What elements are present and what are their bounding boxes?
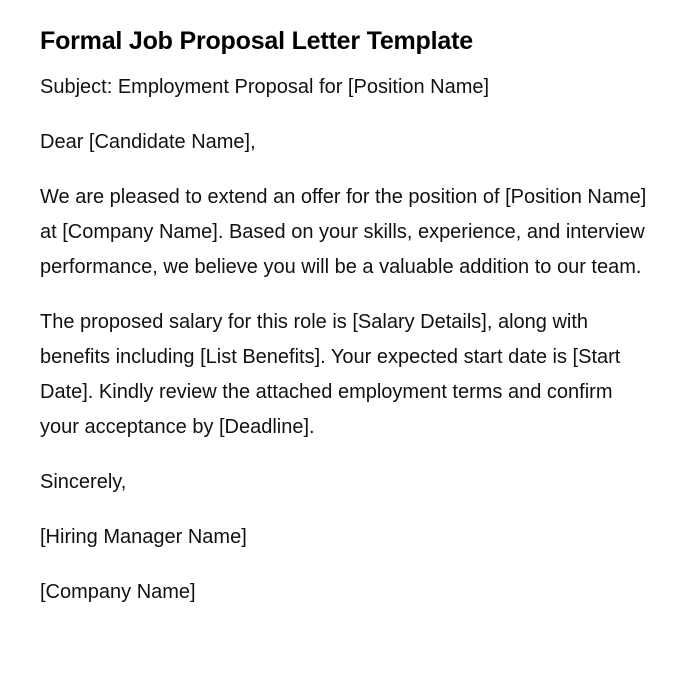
signer-name: [Hiring Manager Name] [40, 526, 247, 548]
document-title: Formal Job Proposal Letter Template [40, 27, 473, 55]
body-paragraph-offer: We are pleased to extend an offer for the position of [Position Name] at [Company Name]. Based on your skills, experience, and interview performance, we believe you will be a valuable addition to our team. [40, 186, 647, 278]
body-paragraph-terms: The proposed salary for this role is [Salary Details], along with benefits including [List Benefits]. Your expected start date is [Start Date]. Kindly review the attached employment terms and confirm your acceptance by [Deadline]. [40, 311, 621, 438]
greeting-line: Dear [Candidate Name], [40, 131, 256, 153]
subject-line: Subject: Employment Proposal for [Position Name] [40, 76, 490, 98]
closing-line: Sincerely, [40, 471, 127, 493]
company-name: [Company Name] [40, 581, 196, 603]
